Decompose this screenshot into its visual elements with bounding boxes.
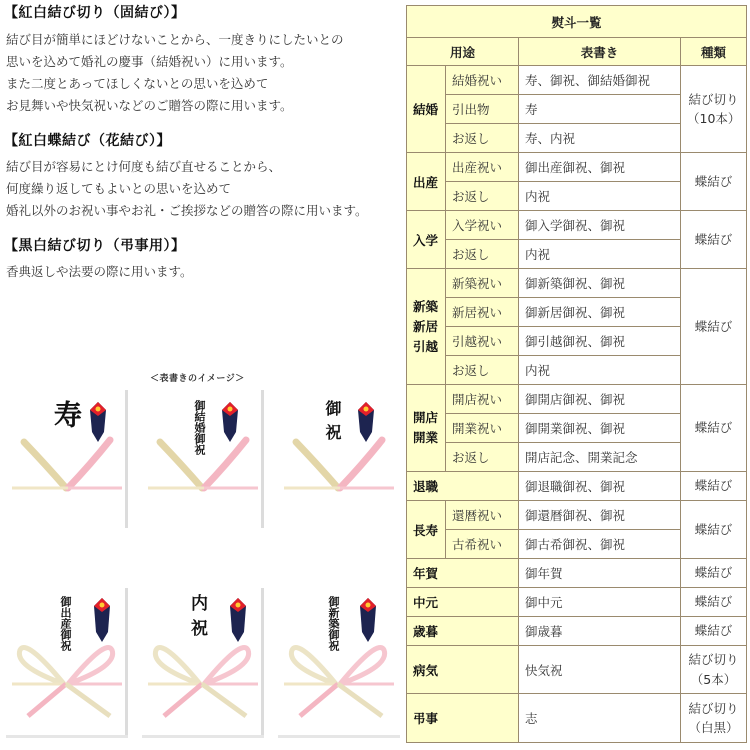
section-line: 婚礼以外のお祝い事やお礼・ご挨拶などの贈答の際に用います。 bbox=[6, 203, 368, 218]
sub-cell: 新居祝い bbox=[446, 298, 519, 327]
inscription-text: 内祝 bbox=[187, 594, 207, 644]
inscription-text: 御出産御祝 bbox=[59, 596, 72, 651]
category-cell: 結婚 bbox=[407, 66, 446, 153]
inscription-cell: 御引越御祝、御祝 bbox=[519, 327, 681, 356]
inscription-cell: 内祝 bbox=[519, 356, 681, 385]
inscription-cell: 寿、御祝、御結婚御祝 bbox=[519, 66, 681, 95]
inscription-cell: 御新築御祝、御祝 bbox=[519, 269, 681, 298]
sub-cell: 出産祝い bbox=[446, 153, 519, 182]
category-cell: 弔事 bbox=[407, 694, 519, 743]
table-row bbox=[407, 646, 747, 694]
noshi-image-uchiiwai bbox=[142, 588, 264, 738]
section-line: 結び目が簡単にほどけないことから、一度きりにしたいとの bbox=[6, 32, 344, 47]
section-line: お見舞いや快気祝いなどのご贈答の際に用います。 bbox=[6, 98, 293, 113]
category-cell: 歳暮 bbox=[407, 617, 519, 646]
sub-cell: 結婚祝い bbox=[446, 66, 519, 95]
category-cell: 年賀 bbox=[407, 559, 519, 588]
inscription-cell: 寿、内祝 bbox=[519, 124, 681, 153]
sub-cell: 引出物 bbox=[446, 95, 519, 124]
sub-cell: お返し bbox=[446, 356, 519, 385]
inscription-cell: 御退職御祝、御祝 bbox=[519, 472, 681, 501]
noshi-image-goshussan bbox=[6, 588, 128, 738]
sub-cell: 開業祝い bbox=[446, 414, 519, 443]
kind-cell: 蝶結び bbox=[681, 385, 747, 472]
kind-line: 結び切り bbox=[688, 91, 739, 107]
category-cell: 病気 bbox=[407, 646, 519, 694]
sub-cell: お返し bbox=[446, 182, 519, 211]
inscription-cell: 御歳暮 bbox=[519, 617, 681, 646]
section-line: 何度繰り返してもよいとの思いを込めて bbox=[6, 181, 232, 196]
section-line: 香典返しや法要の際に用います。 bbox=[6, 264, 193, 279]
card-edge bbox=[125, 588, 128, 738]
kind-cell: 蝶結び bbox=[681, 501, 747, 559]
table-row bbox=[407, 617, 747, 646]
section-title-mourning: 【黒白結び切り（弔事用）】 bbox=[4, 238, 186, 254]
kind-line: （5本） bbox=[690, 671, 737, 687]
kind-cell: 蝶結び bbox=[681, 153, 747, 211]
category-cell: 退職 bbox=[407, 472, 519, 501]
kind-line: （10本） bbox=[687, 111, 741, 126]
inscription-cell: 御還暦御祝、御祝 bbox=[519, 501, 681, 530]
inscription-cell: 御新居御祝、御祝 bbox=[519, 298, 681, 327]
table-row bbox=[407, 211, 747, 240]
header-kind: 種類 bbox=[681, 38, 747, 66]
kind-line: 結び切り bbox=[688, 700, 739, 716]
category-cell bbox=[407, 385, 446, 472]
sub-cell: 還暦祝い bbox=[446, 501, 519, 530]
category-cell bbox=[407, 269, 446, 385]
kind-cell: 蝶結び bbox=[681, 588, 747, 617]
card-edge bbox=[261, 588, 264, 738]
card-edge bbox=[142, 735, 264, 738]
sub-cell: お返し bbox=[446, 124, 519, 153]
category-line: 開店 bbox=[413, 410, 439, 425]
inscription-cell: 開店記念、開業記念 bbox=[519, 443, 681, 472]
noshi-image-goshinchiku bbox=[278, 588, 400, 738]
inscription-cell: 志 bbox=[519, 694, 681, 743]
inscription-text: 寿 bbox=[50, 400, 83, 428]
category-line: 新居 bbox=[413, 318, 439, 334]
inscription-cell: 御年賀 bbox=[519, 559, 681, 588]
inscription-cell: 内祝 bbox=[519, 240, 681, 269]
header-purpose: 用途 bbox=[407, 38, 519, 66]
inscription-cell: 御出産御祝、御祝 bbox=[519, 153, 681, 182]
section-line: また二度とあってほしくないとの思いを込めて bbox=[6, 76, 269, 91]
noshi-image-kotobuki bbox=[6, 390, 128, 528]
sub-cell: 新築祝い bbox=[446, 269, 519, 298]
category-cell: 中元 bbox=[407, 588, 519, 617]
table-row bbox=[407, 559, 747, 588]
inscription-text: 御新築御祝 bbox=[327, 596, 340, 651]
sub-cell: 開店祝い bbox=[446, 385, 519, 414]
kind-cell bbox=[681, 694, 747, 743]
kind-cell: 蝶結び bbox=[681, 617, 747, 646]
noshi-table bbox=[406, 5, 747, 743]
inscription-cell: 御古希御祝、御祝 bbox=[519, 530, 681, 559]
category-cell: 長寿 bbox=[407, 501, 446, 559]
category-line: 新築 bbox=[413, 298, 439, 314]
noshi-image-oiwai bbox=[278, 390, 400, 528]
sub-cell: 古希祝い bbox=[446, 530, 519, 559]
sub-cell: 入学祝い bbox=[446, 211, 519, 240]
category-line: 引越 bbox=[413, 338, 439, 354]
inscription-cell: 御開業御祝、御祝 bbox=[519, 414, 681, 443]
section-title-chomusubi: 【紅白蝶結び（花結び）】 bbox=[4, 133, 171, 149]
section-line: 結び目が容易にとけ何度も結び直せることから、 bbox=[6, 159, 282, 174]
kind-cell: 蝶結び bbox=[681, 559, 747, 588]
noshi-image-gokekkon bbox=[142, 390, 264, 528]
table-row bbox=[407, 269, 747, 298]
kind-cell bbox=[681, 646, 747, 694]
section-line: 思いを込めて婚礼の慶事（結婚祝い）に用います。 bbox=[6, 54, 293, 69]
kind-cell: 蝶結び bbox=[681, 211, 747, 269]
inscription-text: 御祝 bbox=[323, 400, 342, 448]
table-title: 熨斗一覧 bbox=[407, 6, 747, 38]
category-cell: 出産 bbox=[407, 153, 446, 211]
sub-cell: 引越祝い bbox=[446, 327, 519, 356]
sub-cell: お返し bbox=[446, 240, 519, 269]
table-row bbox=[407, 501, 747, 530]
card-edge bbox=[278, 735, 400, 738]
inscription-cell: 内祝 bbox=[519, 182, 681, 211]
header-inscription: 表書き bbox=[519, 38, 681, 66]
card-edge bbox=[6, 735, 128, 738]
card-edge bbox=[125, 390, 128, 528]
kind-cell bbox=[681, 66, 747, 153]
image-caption: ＜表書きのイメージ＞ bbox=[150, 374, 245, 384]
kind-cell: 蝶結び bbox=[681, 269, 747, 385]
table-row bbox=[407, 472, 747, 501]
kind-cell: 蝶結び bbox=[681, 472, 747, 501]
inscription-text: 御結婚御祝 bbox=[193, 400, 206, 455]
inscription-cell: 御開店御祝、御祝 bbox=[519, 385, 681, 414]
sub-cell: お返し bbox=[446, 443, 519, 472]
table-row bbox=[407, 385, 747, 414]
table-row bbox=[407, 588, 747, 617]
kind-line: （白黒） bbox=[688, 720, 739, 735]
inscription-cell: 御入学御祝、御祝 bbox=[519, 211, 681, 240]
table-row bbox=[407, 694, 747, 743]
card-edge bbox=[261, 390, 264, 528]
table-row bbox=[407, 153, 747, 182]
inscription-cell: 快気祝 bbox=[519, 646, 681, 694]
table-row bbox=[407, 66, 747, 95]
section-title-musubikiri: 【紅白結び切り（固結び）】 bbox=[4, 5, 186, 21]
kind-line: 結び切り bbox=[688, 652, 739, 668]
category-line: 開業 bbox=[413, 430, 439, 445]
inscription-cell: 寿 bbox=[519, 95, 681, 124]
category-cell: 入学 bbox=[407, 211, 446, 269]
inscription-cell: 御中元 bbox=[519, 588, 681, 617]
